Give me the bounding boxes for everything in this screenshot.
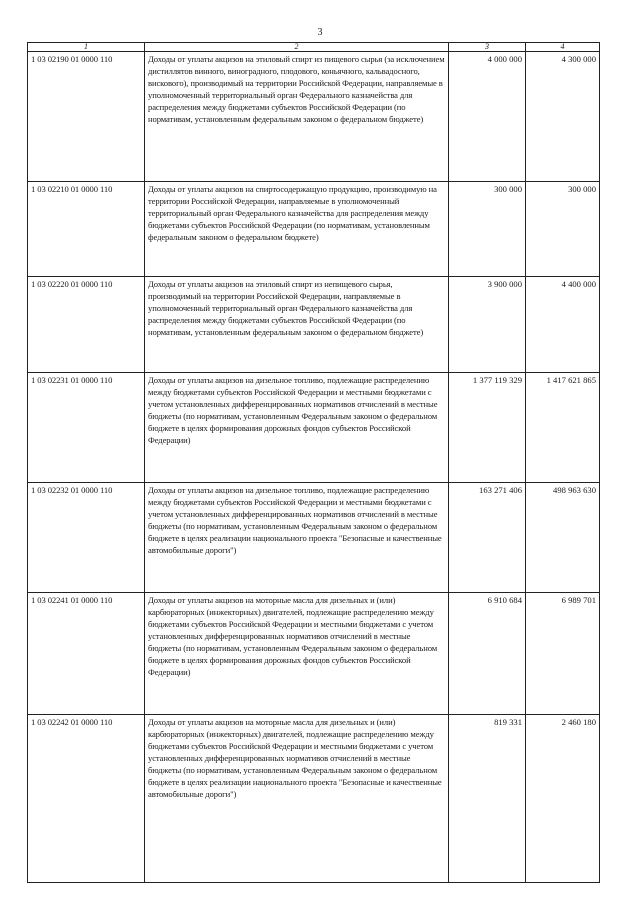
budget-code: 1 03 02220 01 0000 110 <box>28 277 145 373</box>
table-row <box>28 373 600 483</box>
amount-column-3: 3 900 000 <box>449 277 526 373</box>
column-index-2: 2 <box>145 43 449 52</box>
amount-column-4: 1 417 621 865 <box>526 373 600 483</box>
amount-column-4: 6 989 701 <box>526 593 600 715</box>
budget-revenue-table <box>27 42 600 883</box>
revenue-description: Доходы от уплаты акцизов на моторные масла для дизельных и (или) карбюраторных (инжекторных) двигателей, подлежащие распределению между бюджетами субъектов Российской Федерации и местными бюджетами с учетом установленных дифференцированных нормативов отчислений в местные бюджеты (по нормативам, установленным Федеральным законом о федеральном бюджете в целях реализации национального проекта "Безопасные и качественные автомобильные дороги") <box>145 715 449 883</box>
table-row <box>28 715 600 883</box>
budget-code: 1 03 02241 01 0000 110 <box>28 593 145 715</box>
amount-column-4: 4 400 000 <box>526 277 600 373</box>
table-row <box>28 52 600 182</box>
revenue-description: Доходы от уплаты акцизов на спиртосодержащую продукцию, производимую на территории Российской Федерации, направляемые в уполномоченный территориальный орган Федерального казначейства для распределения между бюджетами субъектов Российской Федерации (по нормативам, установленным федеральным законом о федеральном бюджете) <box>145 182 449 277</box>
revenue-description: Доходы от уплаты акцизов на этиловый спирт из пищевого сырья (за исключением дистиллятов винного, виноградного, плодового, коньячного, кальвадосного, вискового), производимый на территории Российской Федерации, направляемые в уполномоченный территориальный орган Федерального казначейства для распределения между бюджетами субъектов Российской Федерации (по нормативам, установленным федеральным законом о федеральном бюджете) <box>145 52 449 182</box>
amount-column-3: 6 910 684 <box>449 593 526 715</box>
column-index-1: 1 <box>28 43 145 52</box>
budget-code: 1 03 02210 01 0000 110 <box>28 182 145 277</box>
amount-column-3: 163 271 406 <box>449 483 526 593</box>
amount-column-4: 2 460 180 <box>526 715 600 883</box>
table-row <box>28 483 600 593</box>
column-index-row <box>28 43 600 52</box>
amount-column-4: 498 963 630 <box>526 483 600 593</box>
column-index-4: 4 <box>526 43 600 52</box>
budget-code: 1 03 02231 01 0000 110 <box>28 373 145 483</box>
amount-column-4: 300 000 <box>526 182 600 277</box>
page-number: 3 <box>317 27 323 38</box>
revenue-description: Доходы от уплаты акцизов на моторные масла для дизельных и (или) карбюраторных (инжекторных) двигателей, подлежащие распределению между бюджетами субъектов Российской Федерации и местными бюджетами с учетом установленных дифференцированных нормативов отчислений в местные бюджеты (по нормативам, установленным Федеральным законом о федеральном бюджете в целях формирования дорожных фондов субъектов Российской Федерации) <box>145 593 449 715</box>
budget-code: 1 03 02190 01 0000 110 <box>28 52 145 182</box>
budget-code: 1 03 02232 01 0000 110 <box>28 483 145 593</box>
revenue-description: Доходы от уплаты акцизов на дизельное топливо, подлежащие распределению между бюджетами субъектов Российской Федерации и местными бюджетами с учетом установленных дифференцированных нормативов отчислений в местные бюджеты (по нормативам, установленным Федеральным законом о федеральном бюджете в целях формирования дорожных фондов субъектов Российской Федерации) <box>145 373 449 483</box>
amount-column-3: 300 000 <box>449 182 526 277</box>
column-index-3: 3 <box>449 43 526 52</box>
amount-column-3: 819 331 <box>449 715 526 883</box>
table-row <box>28 593 600 715</box>
amount-column-4: 4 300 000 <box>526 52 600 182</box>
budget-code: 1 03 02242 01 0000 110 <box>28 715 145 883</box>
table-row <box>28 277 600 373</box>
amount-column-3: 1 377 119 329 <box>449 373 526 483</box>
revenue-description: Доходы от уплаты акцизов на этиловый спирт из непищевого сырья, производимый на территории Российской Федерации, направляемые в уполномоченный территориальный орган Федерального казначейства для распределения между бюджетами субъектов Российской Федерации (по нормативам, установленным федеральным законом о федеральном бюджете) <box>145 277 449 373</box>
amount-column-3: 4 000 000 <box>449 52 526 182</box>
table-row <box>28 182 600 277</box>
revenue-description: Доходы от уплаты акцизов на дизельное топливо, подлежащие распределению между бюджетами субъектов Российской Федерации и местными бюджетами с учетом установленных дифференцированных нормативов отчислений в местные бюджеты (по нормативам, установленным Федеральным законом о федеральном бюджете в целях реализации национального проекта "Безопасные и качественные автомобильные дороги") <box>145 483 449 593</box>
